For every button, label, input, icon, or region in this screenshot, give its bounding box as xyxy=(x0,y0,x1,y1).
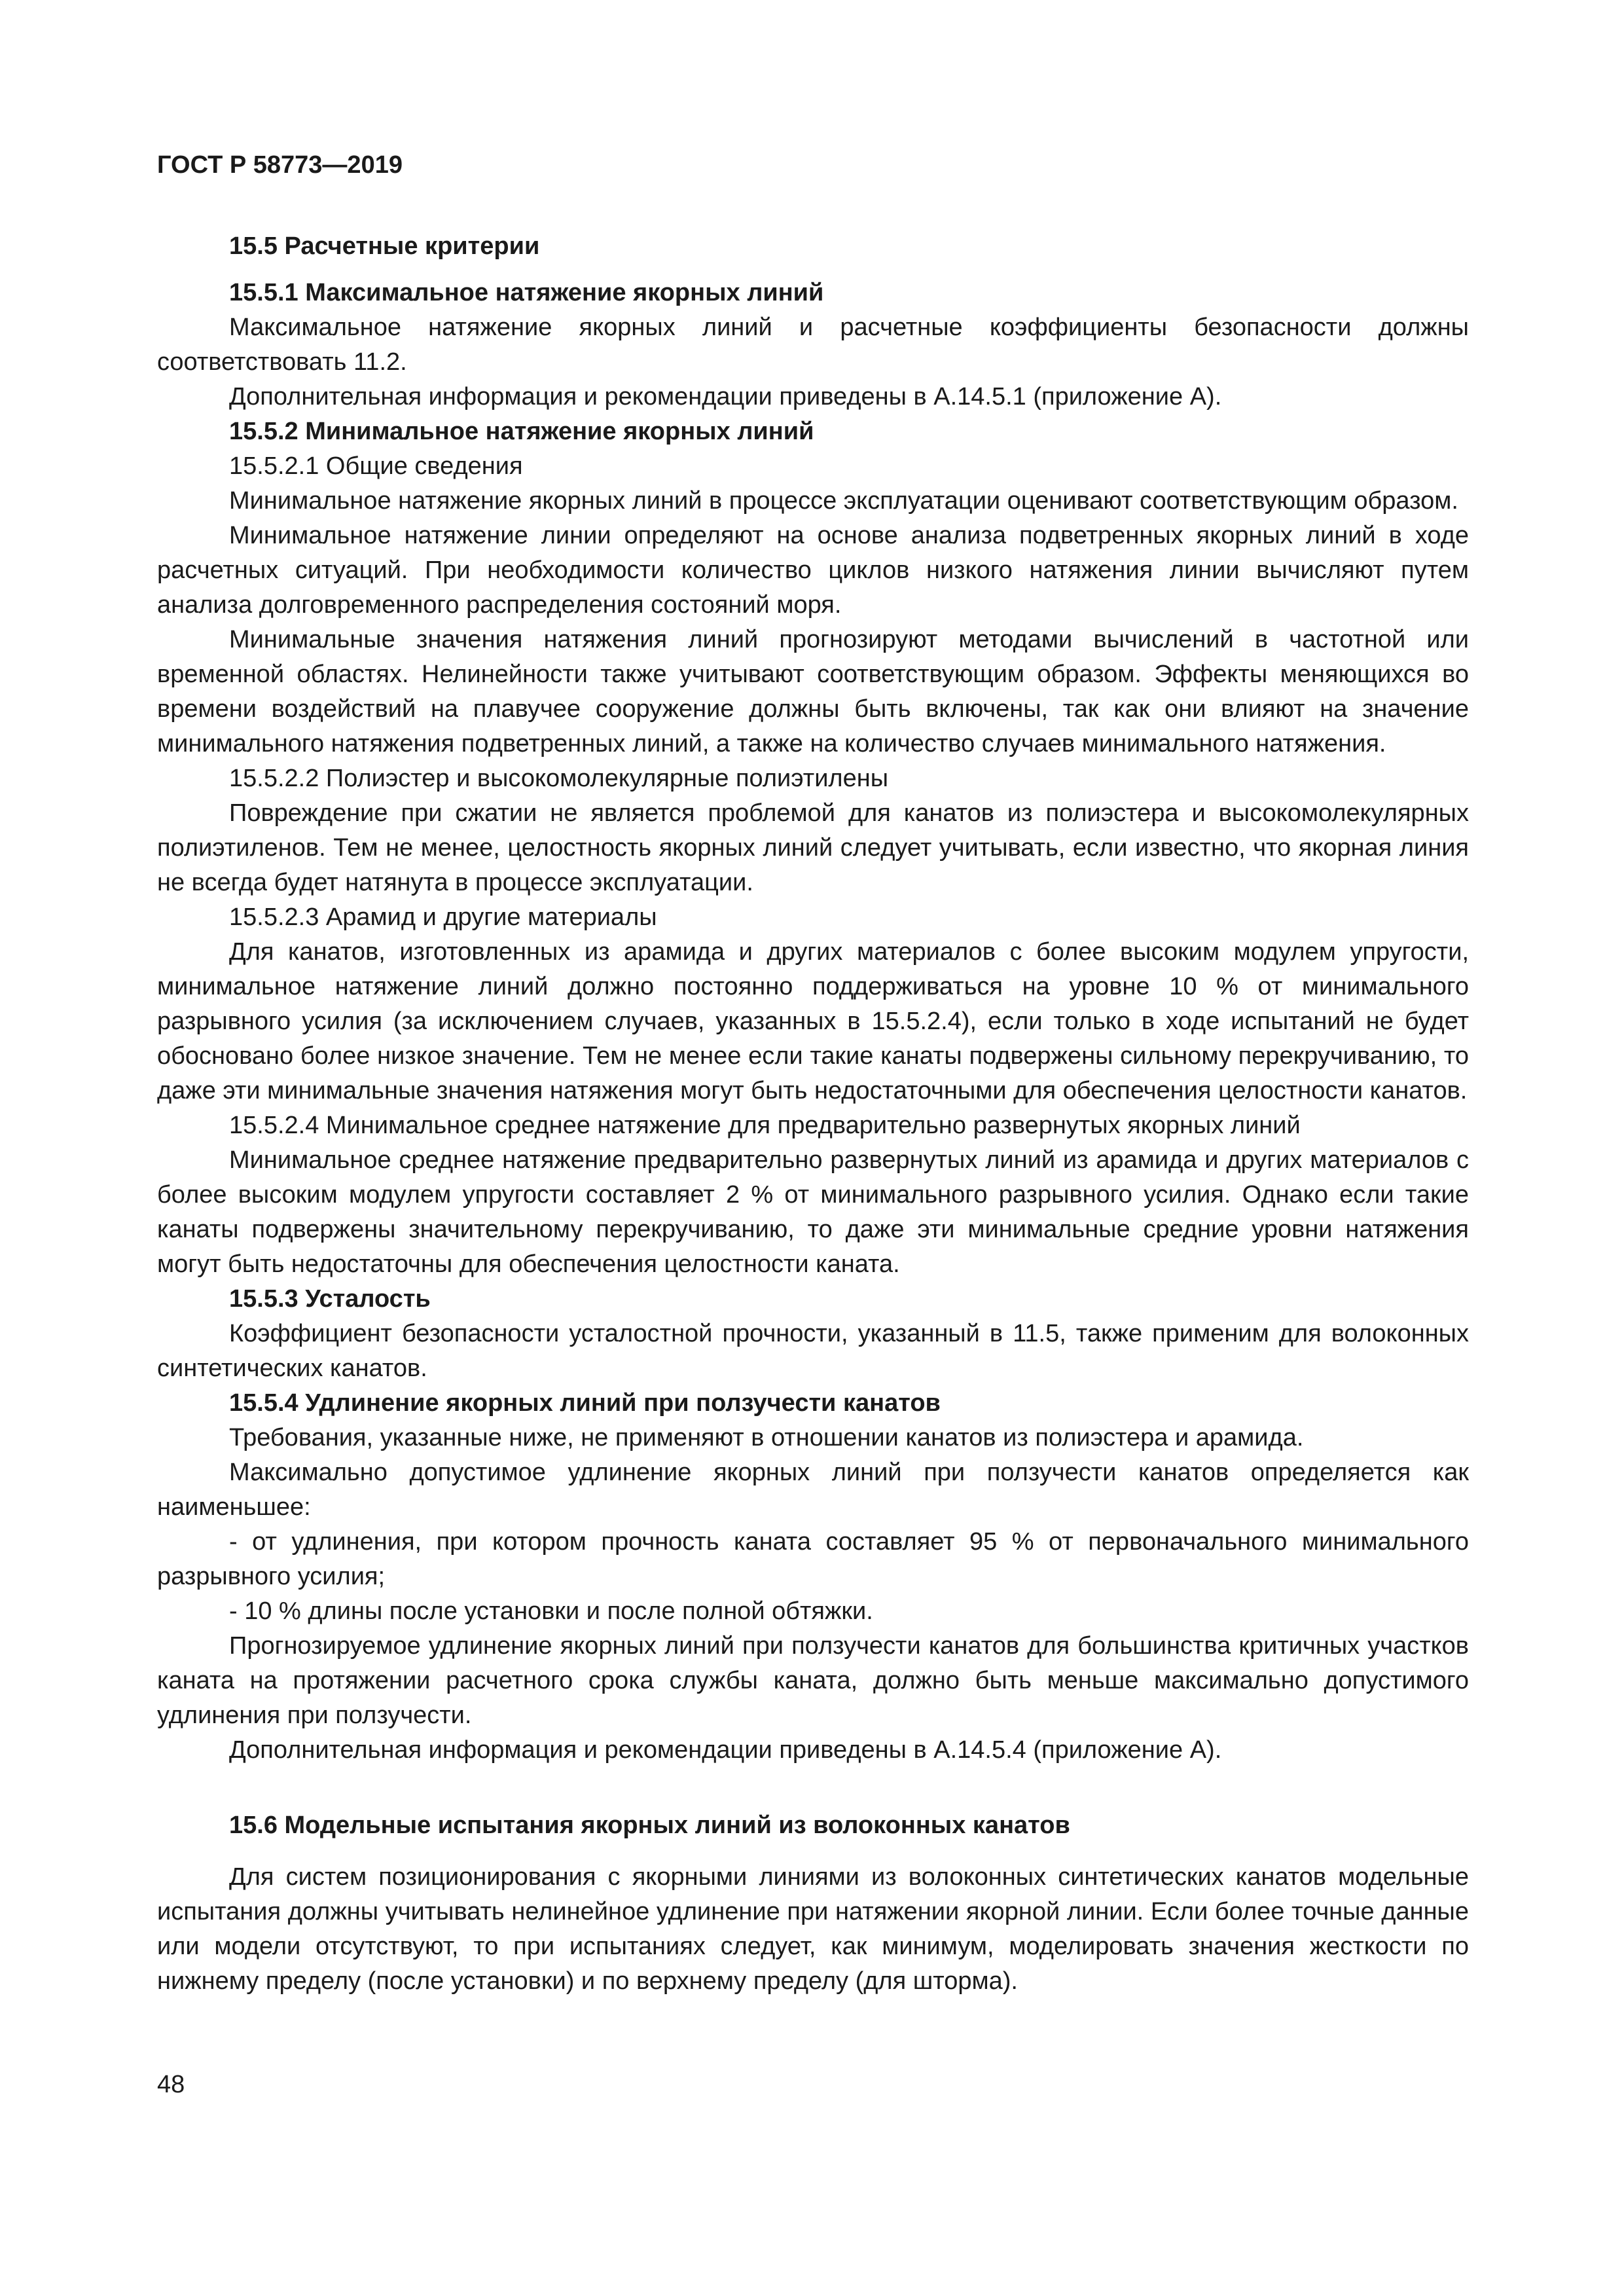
paragraph: Дополнительная информация и рекомендации приведены в А.14.5.1 (приложение А). xyxy=(229,383,1222,410)
paragraph: Прогнозируемое удлинение якорных линий при ползучести канатов для большинства критичных участков каната на протяжении расчетного срока службы каната, должно быть меньше максимально допустимого удлинения при ползучести. xyxy=(157,1632,1469,1729)
paragraph: Минимальные значения натяжения линий прогнозируют методами вычислений в частотной или временной областях. Нелинейности также учитывают соответствующим образом. Эффекты меняющихся во времени воздействий на плавучее сооружение должны быть включены, так как они влияют на значение минимального натяжения подветренных линий, а также на количество случаев минимального натяжения. xyxy=(157,626,1469,757)
paragraph: Требования, указанные ниже, не применяют в отношении канатов из полиэстера и арамида. xyxy=(229,1424,1304,1451)
paragraph: Минимальное натяжение линии определяют на основе анализа подветренных якорных линий в ходе расчетных ситуаций. При необходимости количество циклов низкого натяжения линии вычисляют путем анализа долговременного распределения состояний моря. xyxy=(157,522,1469,619)
paragraph: Дополнительная информация и рекомендации приведены в А.14.5.4 (приложение А). xyxy=(229,1736,1222,1764)
paragraph: Для систем позиционирования с якорными линиями из волоконных синтетических канатов модельные испытания должны учитывать нелинейное удлинение при натяжении якорной линии. Если более точные данные или модели отсутствуют, то при испытаниях следует, как минимум, моделировать значения жесткости по нижнему пределу (после установки) и по верхнему пределу (для шторма). xyxy=(157,1863,1469,1995)
subsection-heading: 15.5.1 Максимальное натяжение якорных линий xyxy=(229,279,824,306)
section-title: 15.6 Модельные испытания якорных линий из волоконных канатов xyxy=(229,1812,1070,1839)
subsection-heading: 15.5.4 Удлинение якорных линий при ползучести канатов xyxy=(229,1389,941,1417)
document-id: ГОСТ Р 58773—2019 xyxy=(157,151,403,179)
section-title: 15.5 Расчетные критерии xyxy=(229,232,540,260)
list-item: - от удлинения, при котором прочность каната составляет 95 % от первоначального минимального разрывного усилия; xyxy=(157,1528,1469,1590)
section-15-5 xyxy=(157,229,1469,1768)
clause-heading: 15.5.2.2 Полиэстер и высокомолекулярные полиэтилены xyxy=(229,765,889,792)
paragraph: Для канатов, изготовленных из арамида и других материалов с более высоким модулем упругости, минимальное натяжение линий должно постоянно поддерживаться на уровне 10 % от минимального разрывного усилия (за исключением случаев, указанных в 15.5.2.4), если только в ходе испытаний не будет обосновано более низкое значение. Тем не менее если такие канаты подвержены сильному перекручиванию, то даже эти минимальные значения натяжения могут быть недостаточными для обеспечения целостности канатов. xyxy=(157,938,1469,1104)
paragraph: Коэффициент безопасности усталостной прочности, указанный в 11.5, также применим для волоконных синтетических канатов. xyxy=(157,1320,1469,1382)
paragraph: Максимально допустимое удлинение якорных линий при ползучести канатов определяется как наименьшее: xyxy=(157,1459,1469,1521)
paragraph: Повреждение при сжатии не является проблемой для канатов из полиэстера и высокомолекулярных полиэтиленов. Тем не менее, целостность якорных линий следует учитывать, если известно, что якорная линия не всегда будет натянута в процессе эксплуатации. xyxy=(157,799,1469,896)
list-item: - 10 % длины после установки и после полной обтяжки. xyxy=(229,1597,873,1625)
clause-heading: 15.5.2.1 Общие сведения xyxy=(229,452,523,480)
paragraph: Минимальное среднее натяжение предварительно развернутых линий из арамида и других материалов с более высоким модулем упругости составляет 2 % от минимального разрывного усилия. Однако если такие канаты подвержены значительному перекручиванию, то даже эти минимальные средние уровни натяжения могут быть недостаточны для обеспечения целостности каната. xyxy=(157,1146,1469,1278)
subsection-heading: 15.5.2 Минимальное натяжение якорных линий xyxy=(229,418,814,445)
section-15-6 xyxy=(157,1808,1469,1999)
paragraph: Минимальное натяжение якорных линий в процессе эксплуатации оценивают соответствующим образом. xyxy=(229,487,1458,515)
paragraph: Максимальное натяжение якорных линий и расчетные коэффициенты безопасности должны соответствовать 11.2. xyxy=(157,314,1469,376)
subsection-heading: 15.5.3 Усталость xyxy=(229,1285,431,1313)
clause-heading: 15.5.2.3 Арамид и другие материалы xyxy=(229,903,657,931)
page-number: 48 xyxy=(157,2071,185,2098)
clause-heading: 15.5.2.4 Минимальное среднее натяжение для предварительно развернутых якорных линий xyxy=(229,1112,1301,1139)
